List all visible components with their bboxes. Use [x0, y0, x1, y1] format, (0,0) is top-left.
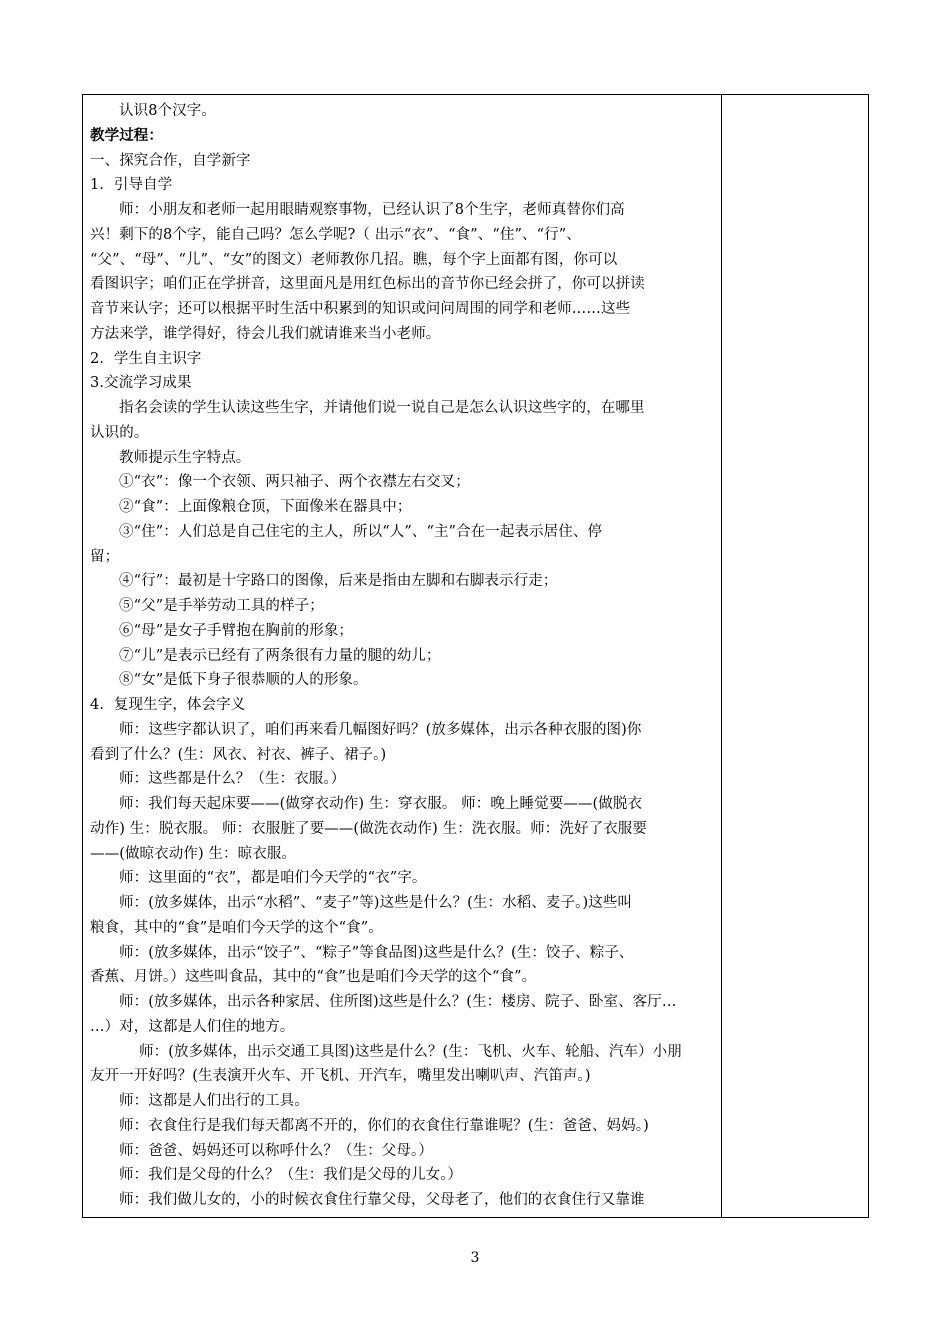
text-line: 方法来学，谁学得好，待会儿我们就请谁来当小老师。 — [90, 325, 441, 342]
column-divider — [721, 95, 722, 1217]
text-line: 师：爸爸、妈妈还可以称呼什么？（生：父母。） — [119, 1142, 433, 1159]
text-line: ②“食”：上面像粮仓顶，下面像米在器具中； — [119, 499, 412, 515]
section-heading: 教学过程： — [90, 126, 163, 144]
text-line: 指名会读的学生认读这些生字，并请他们说一说自己是怎么认识这些字的，在哪里 — [119, 400, 645, 416]
lesson-table — [82, 94, 869, 1218]
text-line: ⑧“女”是低下身子很恭顺的人的形象。 — [119, 672, 368, 689]
text-line: 一、探究合作，自学新字 — [90, 152, 251, 169]
lesson-content-cell — [90, 99, 718, 1213]
text-line: 兴！剩下的8个字，能自己吗？怎么学呢?（ 出示“衣”、“食”、“住”、“行”、 — [90, 226, 581, 243]
text-line: ⑦“儿”是表示已经有了两条很有力量的腿的幼儿； — [119, 647, 441, 664]
text-line: 师：我们做儿女的，小的时候衣食住行靠父母，父母老了，他们的衣食住行又靠谁 — [119, 1192, 645, 1208]
text-line: 香蕉、月饼。）这些叫食品，其中的“食”也是咱们今天学的这个“食”。 — [90, 969, 537, 986]
text-line: 3.交流学习成果 — [90, 375, 192, 392]
text-line: “父”、“母”、“儿”、“女”的图文）老师教你几招。瞧，每个字上面都有图，你可以 — [90, 251, 618, 268]
text-line: ①“衣”：像一个衣领、两只袖子、两个衣襟左右交叉； — [119, 474, 470, 491]
text-line: 粮食，其中的“食”是咱们今天学的这个“食”。 — [90, 919, 383, 936]
text-line: 友开一开好吗？(生表演开火车、开飞机、开汽车，嘴里发出喇叭声、汽笛声。) — [90, 1068, 591, 1085]
text-line: 师：(放多媒体，出示“饺子”、“粽子”等食品图)这些是什么？(生：饺子、粽子、 — [119, 944, 634, 961]
text-line: 音节来认字；还可以根据平时生活中积累到的知识或问问周围的同学和老师……这些 — [90, 301, 631, 317]
text-line: 师：衣食住行是我们每天都离不开的，你们的衣食住行靠谁呢？(生：爸爸、妈妈。) — [119, 1117, 649, 1134]
text-line: 师：(放多媒体，出示交通工具图)这些是什么？(生：飞机、火车、轮船、汽车）小朋 — [139, 1043, 682, 1060]
text-line: 看到了什么？(生：风衣、衬衣、裤子、裙子。) — [90, 746, 387, 763]
text-line: 动作) 生：脱衣服。 师：衣服脏了要——(做洗衣动作) 生：洗衣服。师：洗好了衣服要 — [90, 820, 647, 837]
text-line: 教师提示生字特点。 — [119, 449, 251, 466]
text-line: 师：(放多媒体，出示各种家居、住所图)这些是什么？(生：楼房、院子、卧室、客厅… — [119, 994, 677, 1010]
text-line: ——(做晾衣动作) 生：晾衣服。 — [90, 845, 297, 862]
text-line: 1．引导自学 — [90, 177, 173, 194]
text-line: ③“住”：人们总是自己住宅的主人，所以“人”、“主”合在一起表示居住、停 — [119, 523, 603, 540]
text-line: ⑥“母”是女子手臂抱在胸前的形象； — [119, 622, 354, 639]
text-line: 师：我们是父母的什么？（生：我们是父母的儿女。） — [119, 1167, 463, 1184]
page-number: 3 — [470, 1250, 480, 1266]
text-line: 4．复现生字，体会字义 — [90, 697, 246, 713]
text-line: 师：小朋友和老师一起用眼睛观察事物，已经认识了8个生字，老师真替你们高 — [119, 202, 625, 218]
text-line: 认识8个汉字。 — [119, 103, 216, 119]
text-line: 留； — [90, 548, 120, 565]
text-line: 2．学生自主识字 — [90, 350, 202, 367]
text-line: ⑤“父”是手举劳动工具的样子； — [119, 598, 324, 614]
text-line: 认识的。 — [90, 424, 149, 441]
text-line: 师：这些字都认识了，咱们再来看几幅图好吗？(放多媒体，出示各种衣服的图)你 — [119, 721, 642, 738]
text-line: 师：这里面的“衣”，都是咱们今天学的“衣”字。 — [119, 870, 427, 887]
text-line: 看图识字；咱们正在学拼音，这里面凡是用红色标出的音节你已经会拼了，你可以拼读 — [90, 276, 645, 293]
text-line: ④“行”：最初是十字路口的图像，后来是指由左脚和右脚表示行走； — [119, 573, 558, 590]
text-line: 师：(放多媒体，出示“水稻”、“麦子”等)这些是什么？(生：水稻、麦子。)这些叫 — [119, 895, 633, 911]
text-line: 师：这都是人们出行的工具。 — [119, 1093, 309, 1109]
text-line: 师：这些都是什么？（生：衣服。） — [119, 771, 346, 788]
text-line: …）对，这都是人们住的地方。 — [90, 1018, 295, 1035]
text-line: 师：我们每天起床要——(做穿衣动作) 生：穿衣服。 师：晚上睡觉要——(做脱衣 — [119, 796, 643, 812]
